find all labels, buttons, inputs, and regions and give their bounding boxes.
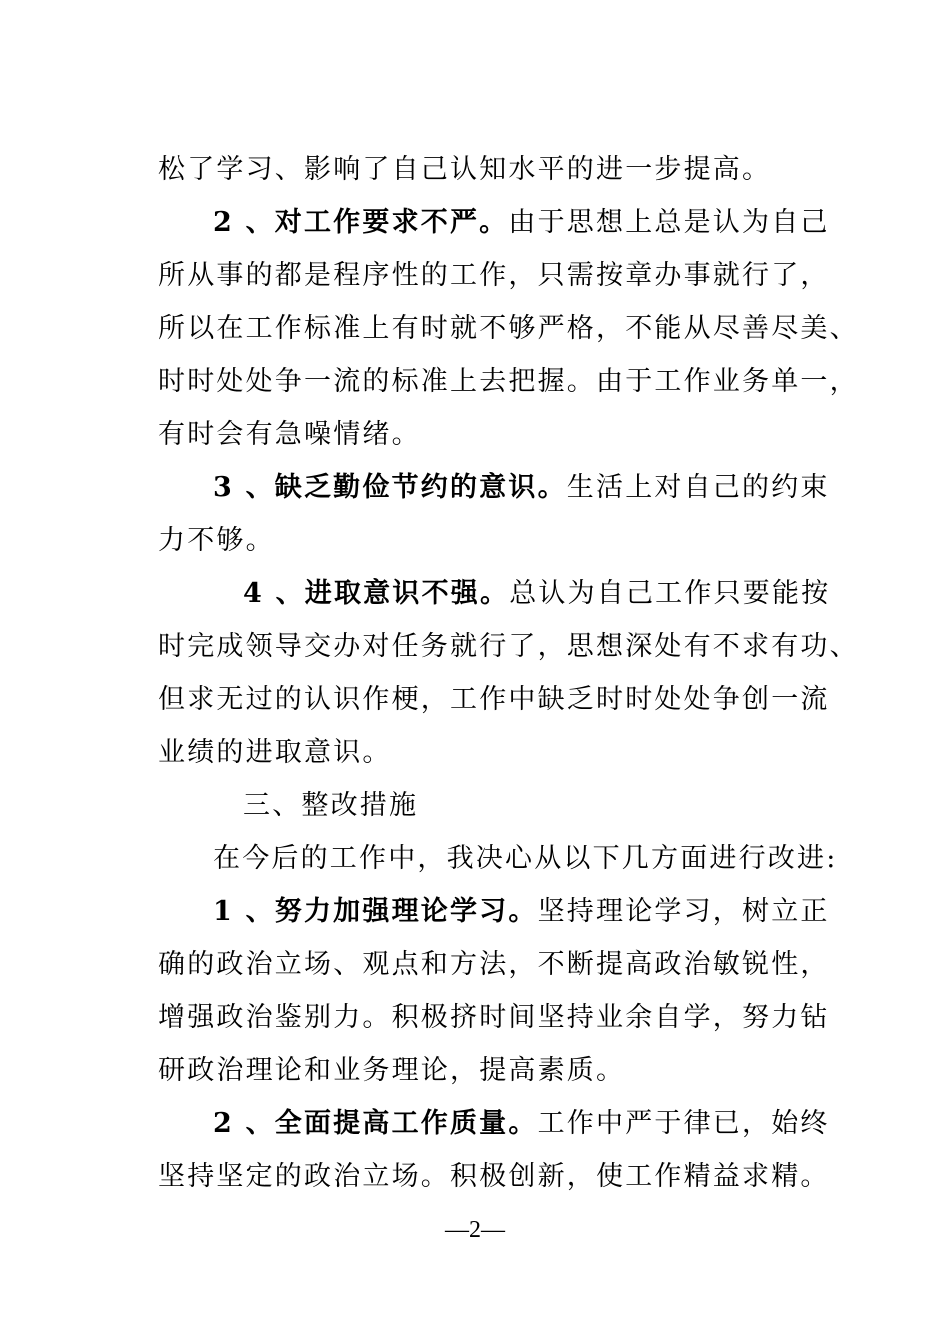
line-text: 有时会有急噪情绪。 xyxy=(158,419,421,450)
line-text: 在今后的工作中，我决心从以下几方面进行改进: xyxy=(213,843,838,874)
text-line xyxy=(213,892,830,932)
text-line xyxy=(213,468,830,508)
line-text: 所以在工作标准上有时就不够严格，不能从尽善尽美、 xyxy=(158,313,859,344)
section-title: 三、整改措施 xyxy=(243,790,419,821)
line-text: 但求无过的认识作梗，工作中缺乏时时处处争创一流 xyxy=(158,684,830,715)
line-text: 时完成领导交办对任务就行了，思想深处有不求有功、 xyxy=(158,631,859,662)
line-text: 工作中严于律已，始终 xyxy=(537,1108,830,1139)
text-line xyxy=(158,362,859,402)
line-text: 坚持理论学习，树立正 xyxy=(537,896,830,927)
text-line xyxy=(213,839,838,879)
line-text: 由于思想上总是认为自己 xyxy=(508,207,830,238)
line-text: 生活上对自己的约束 xyxy=(566,472,830,503)
text-line xyxy=(213,1104,830,1144)
text-line xyxy=(158,415,421,455)
text-line xyxy=(158,627,859,667)
text-line xyxy=(158,1051,625,1091)
line-text: 增强政治鉴别力。积极挤时间坚持业余自学，努力钻 xyxy=(158,1002,830,1033)
text-line xyxy=(158,256,830,296)
line-text: 所从事的都是程序性的工作，只需按章办事就行了， xyxy=(158,260,830,291)
line-text: 研政治理论和业务理论，提高素质。 xyxy=(158,1055,626,1086)
text-line xyxy=(158,1157,830,1197)
text-line xyxy=(158,680,830,720)
line-text: 业绩的进取意识。 xyxy=(158,737,392,768)
text-line xyxy=(213,203,830,243)
line-text: 力不够。 xyxy=(158,525,275,556)
text-line xyxy=(158,309,859,349)
item-heading: 4 、进取意识不强。 xyxy=(243,578,510,609)
text-line xyxy=(158,733,392,773)
line-text: 坚持坚定的政治立场。积极创新，使工作精益求精。 xyxy=(158,1161,830,1192)
page-number: —2— xyxy=(445,1217,505,1243)
line-text: 确的政治立场、观点和方法，不断提高政治敏锐性， xyxy=(158,949,830,980)
line-text: 总认为自己工作只要能按 xyxy=(509,578,831,609)
item-heading: 2 、对工作要求不严。 xyxy=(213,207,509,238)
item-heading: 1 、努力加强理论学习。 xyxy=(213,896,538,927)
text-line xyxy=(158,150,771,190)
item-heading: 3 、缺乏勤俭节约的意识。 xyxy=(213,472,567,503)
text-line xyxy=(158,998,830,1038)
text-line xyxy=(158,945,830,985)
line-text: 时时处处争一流的标准上去把握。由于工作业务单一， xyxy=(158,366,859,397)
line-text: 松了学习、影响了自己认知水平的进一步提高。 xyxy=(158,154,772,185)
text-line xyxy=(243,574,830,614)
section-heading xyxy=(243,786,418,826)
text-line xyxy=(158,521,275,561)
item-heading: 2 、全面提高工作质量。 xyxy=(213,1108,538,1139)
